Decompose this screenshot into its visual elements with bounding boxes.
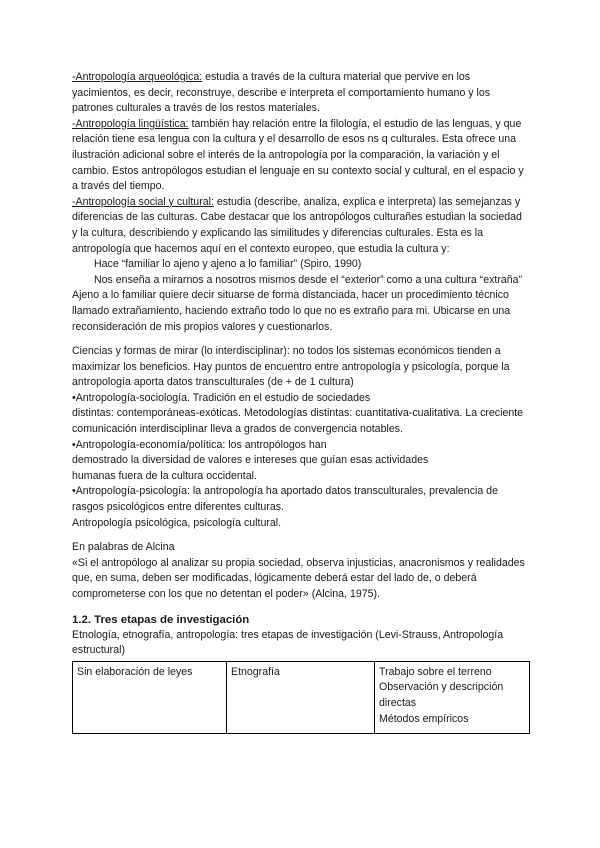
quote-exterior: Nos enseña a mirarnos a nosotros mismos desde el “exterior” como a una cultura “extraña” (94, 273, 523, 286)
bullet-sociologia: •Antropología-sociología. Tradición en el estudio de sociedades (72, 391, 371, 404)
table-row (73, 661, 530, 733)
bullet-economia: •Antropología-economía/política: los antropólogos han (72, 438, 327, 451)
paragraph-etapas: Etnología, etnografía, antropología: tres etapas de investigación (Levi-Strauss, Antropología estructural) (72, 628, 504, 657)
bullet-economia-detail-2: humanas fuera de la cultura occidental. (72, 469, 257, 482)
list-item: Observación y descripción directas (379, 681, 504, 709)
etapas-table (72, 661, 530, 734)
list-item: Trabajo sobre el terreno (379, 665, 492, 678)
table-cell-metodos (375, 661, 530, 733)
term-social-cultural: -Antropología social y cultural: (72, 195, 214, 208)
document-page (72, 70, 530, 734)
bullet-psicologia: •Antropología-psicología: la antropología ha aportado datos transculturales, prevalencia de rasgos psicológicos entre diferentes culturas. (72, 485, 498, 514)
bullet-sociologia-detail: distintas: contemporáneas-exóticas. Metodologías distintas: cuantitativa-cualitativa. La creciente comunicación interdisciplinar lleva a grados de convergencia notables. (72, 407, 524, 436)
table-cell-etnografia: Etnografía (227, 661, 375, 733)
section-heading: 1.2. Tres etapas de investigación (72, 613, 250, 626)
term-linguistica: -Antropología lingüística: (72, 117, 189, 130)
paragraph-social-cultural: -Antropología social y cultural: estudia (describe, analiza, explica e interpreta) las semejanzas y diferencias de las culturas. Cabe destacar que los antropólogos culturañes estudian la sociedad y la cultura, describiendo y explicando las similitudes y diferencias culturales. Esta es la antropología que hacemos aquí en el contexto europeo, que estudia la cultura y: (72, 195, 522, 255)
paragraph-linguistica: -Antropología lingüística: también hay relación entre la filología, el estudio de las lenguas, y que relación tiene esa lengua con la cultura y el desarrollo de esos ns q culturales. Esta ofrece una ilustración adicional sobre el interés de la antropología por la comparación, la variación y el cambio. Estos antropólogos estudian el lenguaje en su contexto social y cultural, en el espacio y a través del tiempo. (72, 117, 524, 193)
list-item: Métodos empíricos (379, 712, 469, 725)
bullet-psicologia-detail: Antropología psicológica, psicología cultural. (72, 516, 282, 529)
term-arqueologica: -Antropología arqueológica: (72, 71, 203, 83)
quote-spiro: Hace “familiar lo ajeno y ajeno a lo familiar” (Spiro, 1990) (94, 258, 362, 271)
bullet-economia-detail-1: demostrado la diversidad de valores e intereses que guían esas actividades (72, 454, 429, 467)
table-cell-leyes: Sin elaboración de leyes (73, 661, 227, 733)
paragraph-arqueologica: -Antropología arqueológica: estudia a través de la cultura material que pervive en los yacimientos, es decir, reconstruye, describe e interpreta el comportamiento humano y los patrones culturales a través de los restos materiales. (72, 71, 491, 115)
paragraph-ajeno: Ajeno a lo familiar quiere decir situarse de forma distanciada, hacer un procedimiento técnico llamado extrañamiento, haciendo extraño todo lo que no es extraño para mi. Ubicarse en una reconsideración de mis propios valores y cuestionarlos. (72, 289, 511, 333)
alcina-intro: En palabras de Alcina (72, 541, 175, 554)
alcina-quote: «Si el antropólogo al analizar su propia sociedad, observa injusticias, anacronismos y realidades que, en suma, deben ser modificadas, lógicamente deberá estar del lado de, o deberá comprometerse con los que no detentan el poder» (Alcina, 1975). (72, 556, 525, 600)
paragraph-ciencias: Ciencias y formas de mirar (lo interdisciplinar): no todos los sistemas económicos tienden a maximizar los beneficios. Hay puntos de encuentro entre antropología y psicología, porque la antropología aporta datos transculturales (de + de 1 cultura) (72, 345, 510, 389)
